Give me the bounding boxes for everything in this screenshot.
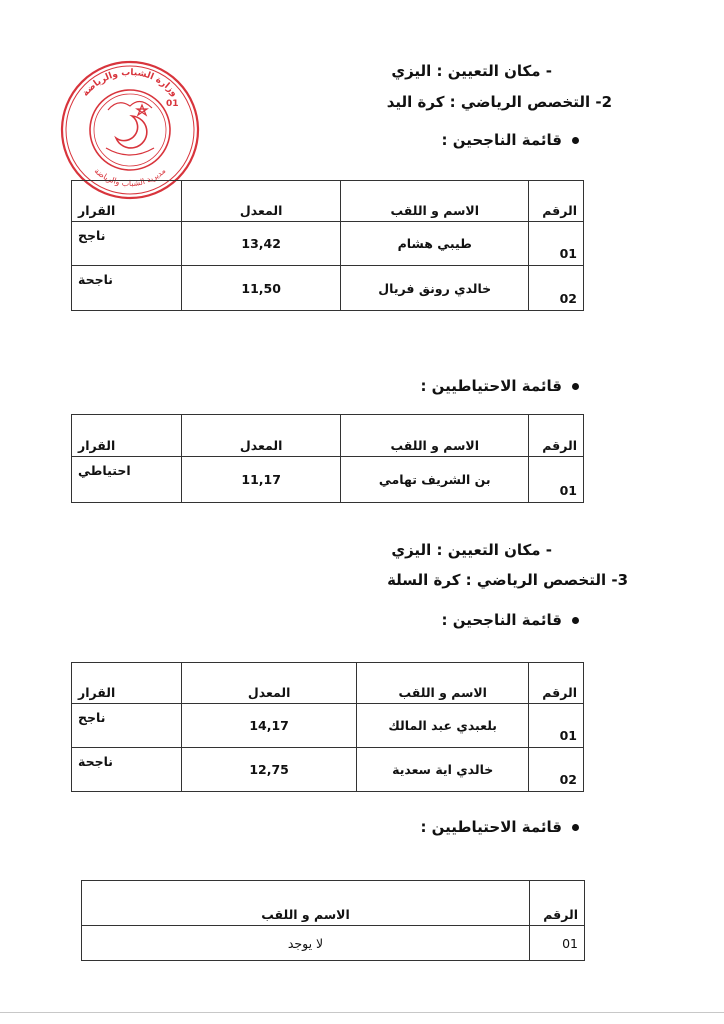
cell-decision: ناجحة	[72, 266, 182, 311]
table-row	[72, 266, 584, 311]
winners-table-3	[71, 662, 584, 792]
bullet-icon	[572, 824, 579, 831]
cell-num: 01	[529, 222, 584, 266]
cell-decision: احتياطي	[72, 457, 182, 503]
header-name: الاسم و اللقب	[357, 663, 529, 704]
header-name: الاسم و اللقب	[341, 181, 529, 222]
header-avg: المعدل	[181, 181, 341, 222]
table-row	[72, 457, 584, 503]
cell-num: 02	[529, 748, 584, 792]
specialty-line-3: 3- التخصص الرياضي : كرة السلة	[387, 571, 628, 589]
cell-num: 01	[530, 926, 585, 961]
cell-num: 02	[529, 266, 584, 311]
header-avg: المعدل	[181, 415, 341, 457]
reserves-title-3: قائمة الاحتياطيين :	[420, 818, 562, 836]
cell-decision: ناجح	[72, 704, 182, 748]
winners-heading-3	[442, 611, 579, 629]
cell-name: بن الشريف تهامي	[341, 457, 529, 503]
reserves-table-3	[81, 880, 585, 961]
header-num: الرقم	[530, 881, 585, 926]
cell-avg: 11,17	[181, 457, 341, 503]
cell-num: 01	[529, 704, 584, 748]
cell-name: طيبي هشام	[341, 222, 529, 266]
winners-heading-2	[442, 131, 579, 149]
cell-num: 01	[529, 457, 584, 503]
header-decision: القرار	[72, 663, 182, 704]
header-decision: القرار	[72, 181, 182, 222]
winners-title-2: قائمة الناجحين :	[441, 131, 562, 149]
specialty-line-2: 2- التخصص الرياضي : كرة اليد	[386, 93, 612, 111]
cell-avg: 14,17	[181, 704, 357, 748]
cell-avg: 12,75	[181, 748, 357, 792]
location-line-2: - مكان التعيين : اليزي	[391, 62, 552, 80]
table-row	[72, 704, 584, 748]
reserves-table-2	[71, 414, 584, 503]
page-bottom-divider	[0, 1012, 724, 1013]
stamp-number: 01	[166, 99, 179, 109]
official-stamp	[58, 60, 203, 200]
stamp-top-text: وزارة الشباب والرياضة	[80, 67, 180, 99]
cell-name: خالدي رونق فريال	[341, 266, 529, 311]
winners-table-2	[71, 180, 584, 311]
stamp-bottom-text: مديرية الشباب والرياضة	[92, 166, 168, 189]
winners-title-3: قائمة الناجحين :	[441, 611, 562, 629]
header-num: الرقم	[529, 663, 584, 704]
cell-decision: ناجح	[72, 222, 182, 266]
header-num: الرقم	[529, 415, 584, 457]
table-row	[72, 748, 584, 792]
location-line-3: - مكان التعيين : اليزي	[391, 541, 552, 559]
bullet-icon	[572, 617, 579, 624]
bullet-icon	[572, 383, 579, 390]
header-name: الاسم و اللقب	[82, 881, 530, 926]
table-row	[82, 926, 585, 961]
header-name: الاسم و اللقب	[341, 415, 529, 457]
reserves-title-2: قائمة الاحتياطيين :	[420, 377, 562, 395]
cell-avg: 13,42	[181, 222, 341, 266]
cell-avg: 11,50	[181, 266, 341, 311]
header-avg: المعدل	[181, 663, 357, 704]
cell-name: بلعبدي عبد المالك	[357, 704, 529, 748]
cell-name: خالدي اية سعدية	[357, 748, 529, 792]
reserves-heading-3	[420, 818, 579, 836]
table-row	[72, 222, 584, 266]
header-decision: القرار	[72, 415, 182, 457]
cell-decision: ناجحة	[72, 748, 182, 792]
reserves-heading-2	[420, 377, 579, 395]
bullet-icon	[572, 137, 579, 144]
cell-name: لا يوجد	[82, 926, 530, 961]
header-num: الرقم	[529, 181, 584, 222]
